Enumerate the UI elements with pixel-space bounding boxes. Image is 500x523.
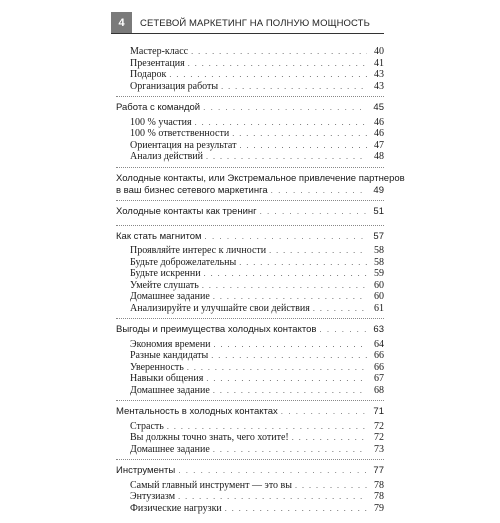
toc-item: Мастер-класс . . . 40	[116, 46, 384, 58]
toc-section	[116, 206, 384, 226]
toc-section	[116, 172, 405, 202]
toc-item: Навыки общения . . . 67	[116, 373, 384, 385]
toc-heading: Выгоды и преимущества холодных контактов . . . 63	[116, 324, 384, 336]
toc-heading: Работа с командой . . . 45	[116, 102, 384, 114]
toc-heading: Холодные контакты, или Экстремальное привлечение партнеров в ваш бизнес сетевого маркетинга . . . 49	[116, 173, 384, 197]
toc-item: Будьте искренни . . . 59	[116, 268, 384, 280]
toc-item: Анализ действий . . . 48	[116, 151, 384, 163]
toc-item: Вы должны точно знать, чего хотите! . . . 72	[116, 432, 384, 444]
toc-heading: Холодные контакты как тренинг . . . 51	[116, 206, 384, 218]
toc-item: Умейте слушать . . . 60	[116, 280, 384, 292]
header-rule	[111, 33, 384, 34]
toc-item: Подарок . . . 43	[116, 69, 384, 81]
toc-item: Проявляйте интерес к личности . . . 58	[116, 245, 384, 257]
toc-section	[116, 231, 384, 320]
toc-item: Домашнее задание . . . 68	[116, 385, 384, 397]
table-of-contents	[116, 46, 405, 523]
page-header	[0, 0, 500, 35]
toc-item: Энтузиазм . . . 78	[116, 491, 384, 503]
toc-item: 100 % участия . . . 46	[116, 117, 384, 129]
toc-item: Экономия времени . . . 64	[116, 339, 384, 351]
page-number: 4	[111, 12, 132, 34]
toc-section	[116, 465, 384, 518]
toc-heading: Как стать магнитом . . . 57	[116, 231, 384, 243]
toc-section	[116, 324, 384, 401]
toc-section	[116, 46, 384, 97]
toc-item: Домашнее задание . . . 73	[116, 444, 384, 456]
toc-item: Презентация . . . 41	[116, 58, 384, 70]
toc-item: Будьте доброжелательны . . . 58	[116, 257, 384, 269]
toc-item: Ориентация на результат . . . 47	[116, 140, 384, 152]
toc-heading: Инструменты . . . 77	[116, 465, 384, 477]
toc-item: Физические нагрузки . . . 79	[116, 503, 384, 515]
toc-item: Анализируйте и улучшайте свои действия . . . 61	[116, 303, 384, 315]
toc-item: Уверенность . . . 66	[116, 362, 384, 374]
toc-section	[116, 102, 384, 168]
toc-item: Разные кандидаты . . . 66	[116, 350, 384, 362]
running-title: СЕТЕВОЙ МАРКЕТИНГ НА ПОЛНУЮ МОЩНОСТЬ	[140, 18, 370, 29]
toc-item: Страсть . . . 72	[116, 421, 384, 433]
toc-heading: Ментальность в холодных контактах . . . 71	[116, 406, 384, 418]
toc-item: 100 % ответственности . . . 46	[116, 128, 384, 140]
toc-section	[116, 406, 384, 460]
toc-item: Самый главный инструмент — это вы . . . 78	[116, 480, 384, 492]
toc-item: Домашнее задание . . . 60	[116, 291, 384, 303]
toc-item: Организация работы . . . 43	[116, 81, 384, 93]
